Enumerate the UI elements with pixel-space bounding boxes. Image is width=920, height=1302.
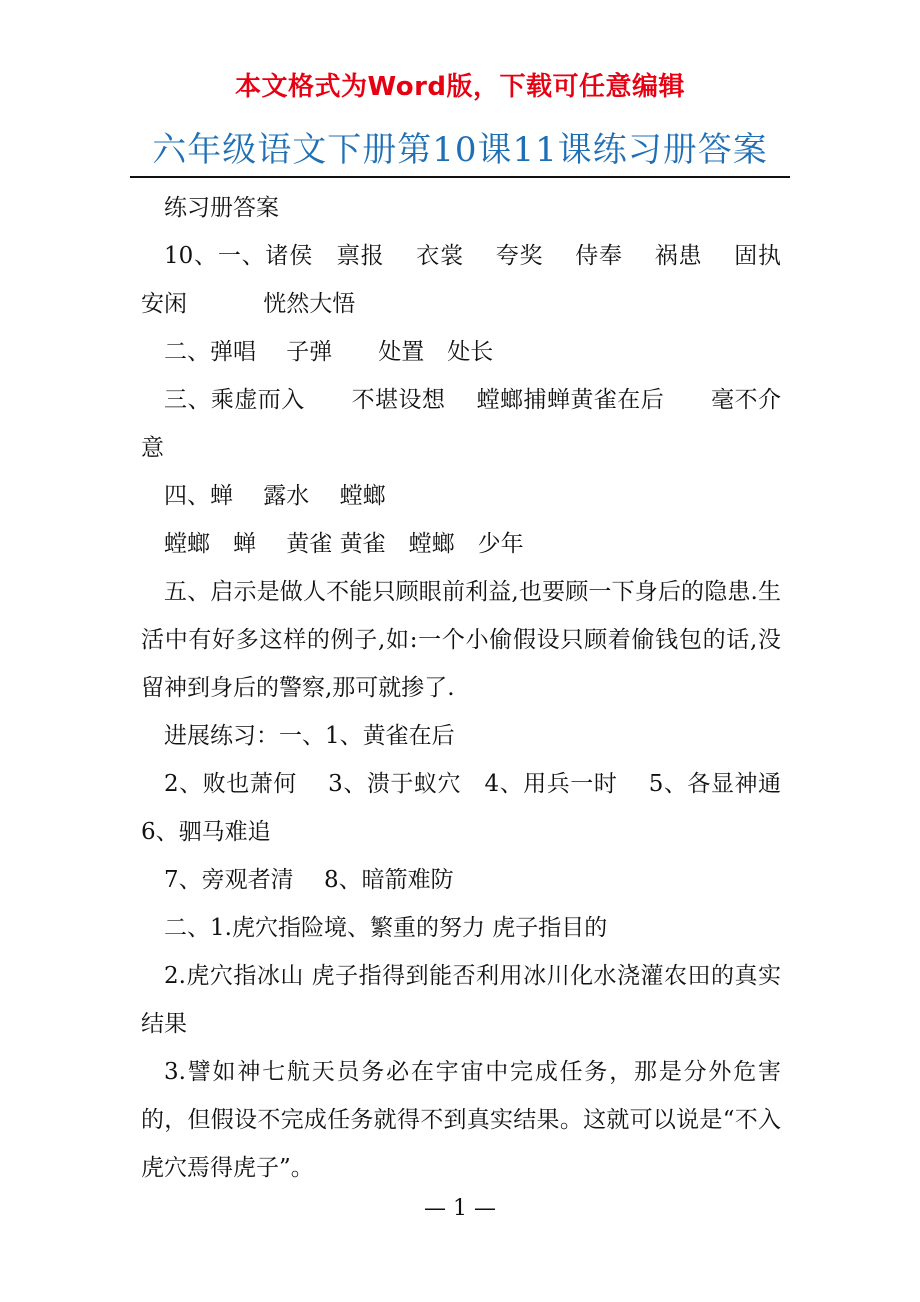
download-banner: 本文格式为Word版，下载可任意编辑 bbox=[234, 72, 686, 102]
document-body bbox=[141, 184, 812, 1192]
paragraph-heading: 练习册答案 bbox=[164, 195, 279, 221]
paragraph-10-part3: 三、乘虚而入 不堪设想 螳螂捕蝉黄雀在后 毫不介意 bbox=[141, 387, 781, 461]
paragraph-extension-part2-3: 3.譬如神七航天员务必在宇宙中完成任务，那是分外危害的，但假设不完成任务就得不到真实结果。这就可以说是“不入虎穴焉得虎子”。 bbox=[141, 1059, 781, 1181]
paragraph-extension-part1: 进展练习：一、1、黄雀在后 bbox=[164, 723, 455, 749]
paragraph-extension-part2-2: 2.虎穴指冰山 虎子指得到能否利用冰川化水浇灌农田的真实结果 bbox=[141, 963, 781, 1037]
paragraph-10-part2: 二、弹唱 子弹 处置 处长 bbox=[164, 339, 494, 365]
title-divider bbox=[130, 176, 790, 178]
paragraph-10-part4: 四、蝉 露水 螳螂 bbox=[164, 483, 386, 509]
paragraph-10-part1: 10、一、诸侯 禀报 衣裳 夸奖 侍奉 祸患 固执 安闲 恍然大悟 bbox=[141, 243, 812, 317]
paragraph-extension-items-7-8: 7、旁观者清 8、暗箭难防 bbox=[164, 867, 454, 893]
document-title: 六年级语文下册第10课11课练习册答案 bbox=[152, 130, 768, 170]
paragraph-extension-items-2-6: 2、败也萧何 3、溃于蚁穴 4、用兵一时 5、各显神通 6、驷马难追 bbox=[141, 771, 812, 845]
paragraph-10-part5: 五、启示是做人不能只顾眼前利益,也要顾一下身后的隐患.生活中有好多这样的例子,如:一个小偷假设只顾着偷钱包的话,没留神到身后的警察,那可就掺了. bbox=[141, 579, 781, 701]
page-number: — 1 — bbox=[424, 1196, 496, 1221]
paragraph-extension-part2-1: 二、1.虎穴指险境、繁重的努力 虎子指目的 bbox=[164, 915, 608, 941]
paragraph-10-part4-answers: 螳螂 蝉 黄雀 黄雀 螳螂 少年 bbox=[164, 531, 524, 557]
